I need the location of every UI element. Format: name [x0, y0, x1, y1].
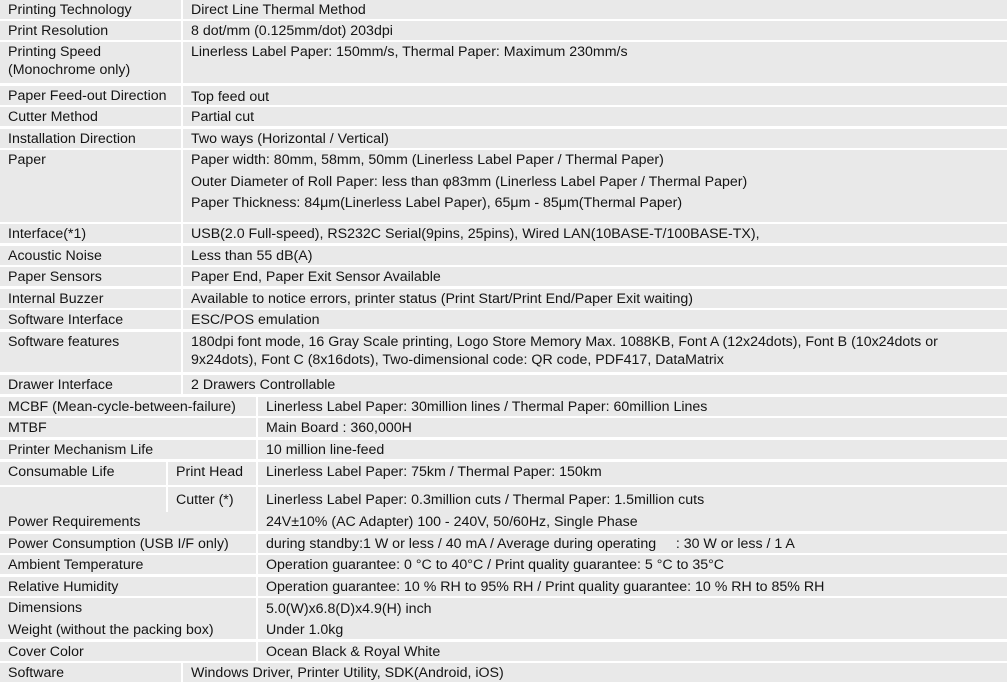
spec-label: Power Consumption (USB I/F only)	[8, 536, 229, 552]
table-row	[0, 534, 1007, 553]
spec-value: Linerless Label Paper: 75km / Thermal Paper: 150km	[266, 464, 602, 480]
spec-value: Available to notice errors, printer status (Print Start/Print End/Paper Exit waiting)	[191, 291, 694, 307]
table-row	[0, 620, 1007, 639]
spec-label: Software	[8, 665, 64, 681]
spec-label-cell	[0, 440, 256, 459]
spec-value: Under 1.0kg	[266, 622, 344, 638]
table-row	[0, 487, 1007, 512]
spec-value-cell	[183, 663, 1007, 682]
table-row	[0, 462, 1007, 485]
spec-value: USB(2.0 Full-speed), RS232C Serial(9pins, 25pins), Wired LAN(10BASE-T/100BASE-TX),	[191, 226, 760, 242]
spec-value: 9x24dots), Font C (8x16dots), Two-dimensional code: QR code, PDF417, DataMatrix	[191, 352, 724, 368]
table-row	[0, 598, 1007, 620]
spec-value-cell	[258, 598, 1007, 620]
spec-value-cell	[183, 332, 1007, 372]
table-row	[0, 42, 1007, 83]
spec-label: Drawer Interface	[8, 377, 113, 393]
spec-value-cell	[258, 418, 1007, 437]
spec-label-cell	[0, 310, 181, 329]
spec-label-cell	[0, 150, 181, 222]
spec-label: Paper	[8, 152, 46, 168]
table-row	[0, 289, 1007, 308]
spec-value: Linerless Label Paper: 0.3million cuts / Thermal Paper: 1.5million cuts	[266, 492, 705, 508]
spec-label-cell	[0, 246, 181, 265]
spec-value: Outer Diameter of Roll Paper: less than φ83mm (Linerless Label Paper / Thermal Paper)	[191, 174, 748, 190]
spec-label: Print Resolution	[8, 23, 109, 39]
spec-label-cell	[0, 86, 181, 105]
spec-label-cell	[0, 129, 181, 148]
spec-sublabel-cell	[168, 487, 256, 512]
spec-label: Printer Mechanism Life	[8, 442, 154, 458]
spec-value-cell	[183, 150, 1007, 222]
spec-value-cell	[183, 224, 1007, 243]
spec-value: Linerless Label Paper: 150mm/s, Thermal Paper: Maximum 230mm/s	[191, 44, 628, 60]
spec-value-cell	[258, 487, 1007, 512]
table-row	[0, 150, 1007, 222]
spec-value: Direct Line Thermal Method	[191, 2, 366, 18]
spec-label: Ambient Temperature	[8, 557, 144, 573]
spec-value-cell	[258, 620, 1007, 639]
spec-value: ESC/POS emulation	[191, 312, 320, 328]
spec-value-cell	[258, 577, 1007, 596]
spec-value: Paper Thickness: 84μm(Linerless Label Paper), 65μm - 85μm(Thermal Paper)	[191, 195, 683, 211]
spec-value-cell	[258, 642, 1007, 661]
spec-label-cell	[0, 418, 256, 437]
spec-value-cell	[183, 107, 1007, 126]
spec-value: Main Board : 360,000H	[266, 420, 412, 436]
spec-value-cell	[258, 440, 1007, 459]
spec-value: Two ways (Horizontal / Vertical)	[191, 131, 389, 147]
spec-label: Cutter Method	[8, 109, 98, 125]
spec-sublabel: Cutter (*)	[176, 492, 234, 508]
spec-label: Dimensions	[8, 600, 83, 616]
table-row	[0, 512, 1007, 531]
table-row	[0, 267, 1007, 286]
spec-value: Operation guarantee: 0 °C to 40°C / Print quality guarantee: 5 °C to 35°C	[266, 557, 725, 573]
spec-label-cell	[0, 332, 181, 372]
spec-label: Internal Buzzer	[8, 291, 104, 307]
spec-value: 2 Drawers Controllable	[191, 377, 336, 393]
spec-label: Software Interface	[8, 312, 124, 328]
spec-value: Ocean Black & Royal White	[266, 644, 441, 660]
spec-label: Relative Humidity	[8, 579, 119, 595]
spec-value-cell	[183, 246, 1007, 265]
spec-label-cell	[0, 663, 181, 682]
table-row	[0, 397, 1007, 416]
table-row	[0, 555, 1007, 574]
spec-value-cell	[183, 375, 1007, 394]
spec-label-cell	[0, 0, 181, 19]
spec-label: Cover Color	[8, 644, 84, 660]
spec-label-cell	[0, 289, 181, 308]
spec-value-cell	[258, 534, 1007, 553]
table-row	[0, 577, 1007, 596]
table-row	[0, 440, 1007, 459]
spec-value: during standby:1 W or less / 40 mA / Average during operating : 30 W or less / 1 A	[266, 536, 795, 552]
spec-value-cell	[183, 310, 1007, 329]
spec-value: Paper width: 80mm, 58mm, 50mm (Linerless Label Paper / Thermal Paper)	[191, 152, 664, 168]
spec-label-cell	[0, 598, 256, 620]
table-row	[0, 0, 1007, 19]
spec-value: Operation guarantee: 10 % RH to 95% RH / Print quality guarantee: 10 % RH to 85% RH	[266, 579, 825, 595]
table-row	[0, 86, 1007, 105]
spec-label-cell	[0, 512, 256, 531]
spec-label: Interface(*1)	[8, 226, 87, 242]
spec-label: Acoustic Noise	[8, 248, 102, 264]
spec-label: Paper Feed-out Direction	[8, 88, 167, 104]
spec-label-cell	[0, 42, 181, 83]
spec-label: Weight (without the packing box)	[8, 622, 214, 638]
spec-value: Paper End, Paper Exit Sensor Available	[191, 269, 441, 285]
spec-label-cell	[0, 534, 256, 553]
spec-value: Partial cut	[191, 109, 255, 125]
spec-label: Printing Technology	[8, 2, 132, 18]
spec-value-cell	[183, 129, 1007, 148]
spec-value-cell	[258, 512, 1007, 531]
spec-label-cell	[0, 577, 256, 596]
table-row	[0, 310, 1007, 329]
table-row	[0, 375, 1007, 394]
spec-label: Software features	[8, 334, 120, 350]
spec-label: Paper Sensors	[8, 269, 102, 285]
spec-value: 5.0(W)x6.8(D)x4.9(H) inch	[266, 601, 432, 617]
table-row	[0, 418, 1007, 437]
spec-value-cell	[258, 462, 1007, 485]
spec-value: 24V±10% (AC Adapter) 100 - 240V, 50/60Hz, Single Phase	[266, 514, 638, 530]
spec-value-cell	[183, 289, 1007, 308]
spec-value: 8 dot/mm (0.125mm/dot) 203dpi	[191, 23, 393, 39]
spec-value-cell	[258, 555, 1007, 574]
spec-label-line2: (Monochrome only)	[8, 62, 131, 78]
spec-label-cell	[0, 21, 181, 40]
spec-value-cell	[258, 397, 1007, 416]
spec-label-cell	[0, 397, 256, 416]
spec-value: Windows Driver, Printer Utility, SDK(Android, iOS)	[191, 665, 504, 681]
spec-label: Consumable Life	[8, 464, 115, 480]
spec-label: Printing Speed	[8, 44, 102, 60]
spec-label-cell	[0, 620, 256, 639]
spec-label-cell	[0, 107, 181, 126]
spec-value: 180dpi font mode, 16 Gray Scale printing, Logo Store Memory Max. 1088KB, Font A (12x24dots), Font B (10x24dots or	[191, 334, 938, 350]
spec-label-cell	[0, 555, 256, 574]
spec-value: 10 million line-feed	[266, 442, 385, 458]
spec-label-cell	[0, 642, 256, 661]
spec-value-cell	[183, 0, 1007, 19]
spec-value-cell	[183, 267, 1007, 286]
spec-label-cell	[0, 462, 166, 485]
spec-label-cell	[0, 224, 181, 243]
table-row	[0, 663, 1007, 682]
spec-value: Linerless Label Paper: 30million lines / Thermal Paper: 60million Lines	[266, 399, 708, 415]
spec-value: Top feed out	[191, 89, 270, 105]
spec-sublabel: Print Head	[176, 464, 244, 480]
spec-label: MTBF	[8, 420, 47, 436]
spec-label: Power Requirements	[8, 514, 141, 530]
table-row	[0, 129, 1007, 148]
spec-label: Installation Direction	[8, 131, 136, 147]
spec-value-cell	[183, 21, 1007, 40]
spec-label-cell	[0, 375, 181, 394]
table-row	[0, 642, 1007, 661]
spec-value: Less than 55 dB(A)	[191, 248, 313, 264]
table-row	[0, 246, 1007, 265]
table-row	[0, 107, 1007, 126]
spec-value-cell	[183, 42, 1007, 83]
table-row	[0, 224, 1007, 243]
spec-label-cell	[0, 487, 166, 512]
spec-sublabel-cell	[168, 462, 256, 485]
spec-label-cell	[0, 267, 181, 286]
table-row	[0, 332, 1007, 372]
spec-label: MCBF (Mean-cycle-between-failure)	[8, 399, 236, 415]
table-row	[0, 21, 1007, 40]
spec-value-cell	[183, 86, 1007, 105]
